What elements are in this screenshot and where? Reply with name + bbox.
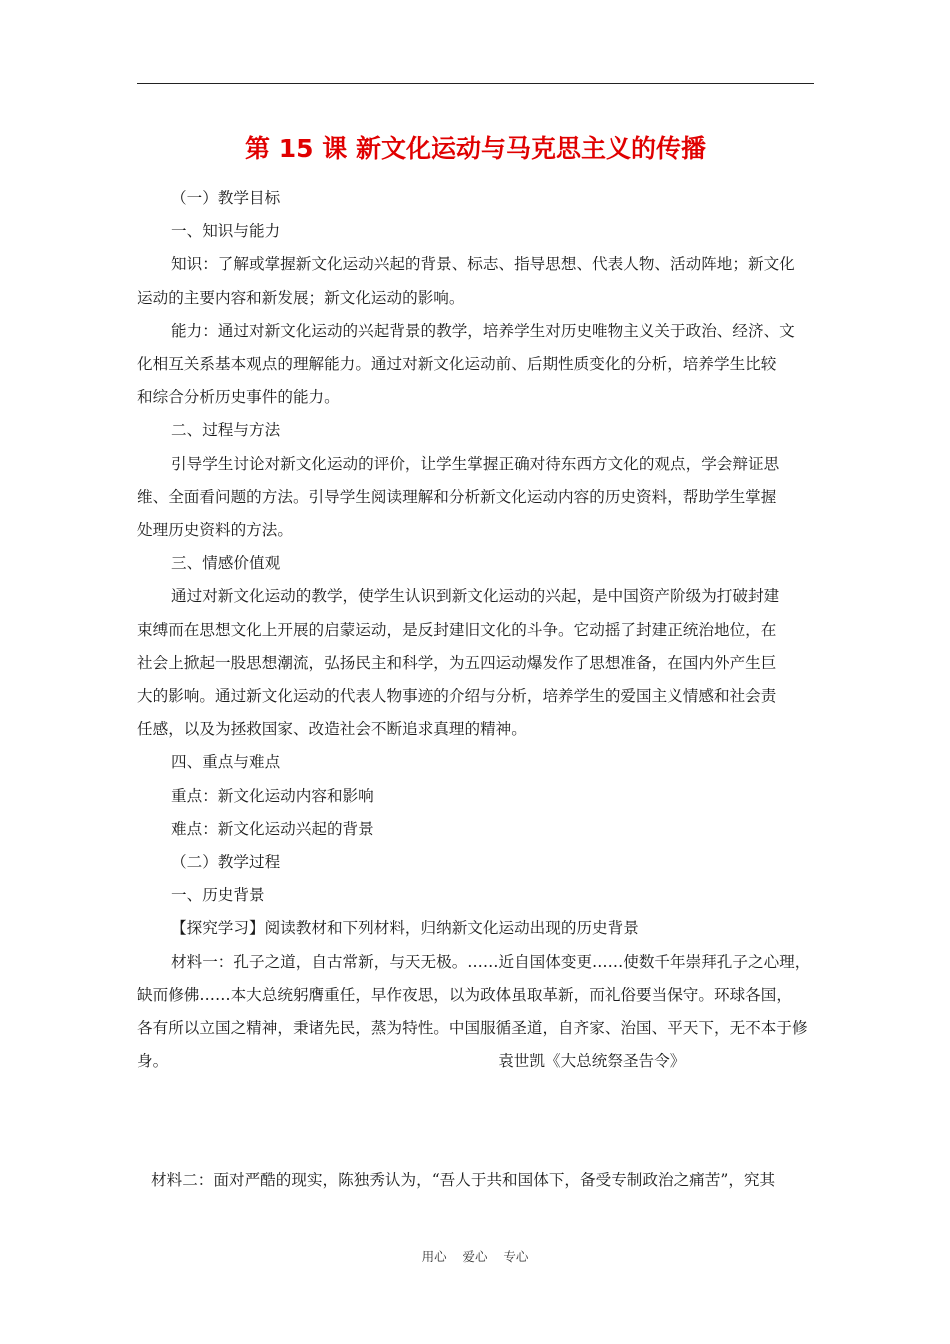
text-line: （二）教学过程 <box>171 853 281 872</box>
text-line: 材料一：孔子之道，自古常新，与天无极。……近自国体变更……使数千年崇拜孔子之心理， <box>171 952 811 971</box>
text-line: （一）教学目标 <box>171 189 281 207</box>
text-line-end: 身。 <box>137 1052 169 1071</box>
text-line: 引导学生讨论对新文化运动的评价，让学生掌握正确对待东西方文化的观点，学会辩证思 <box>171 454 780 473</box>
page-title: 第 15 课 新文化运动与马克思主义的传播 <box>245 134 706 163</box>
text-line: 各有所以立国之精神，秉诸先民，蒸为特性。中国服循圣道，自齐家、治国、平天下，无不本于修 <box>137 1019 808 1038</box>
text-line: 社会上掀起一股思想潮流，弘扬民主和科学，为五四运动爆发作了思想准备，在国内外产生巨 <box>137 653 777 672</box>
text-line: 处理历史资料的方法。 <box>137 521 293 540</box>
text-line: 任感，以及为拯救国家、改造社会不断追求真理的精神。 <box>137 720 527 739</box>
material-two-line: 材料二：面对严酷的现实，陈独秀认为，“吾人于共和国体下，备受专制政治之痛苦”，究其 <box>151 1171 776 1189</box>
document-body <box>137 182 817 1078</box>
text-line: 束缚而在思想文化上开展的启蒙运动，是反封建旧文化的斗争。它动摇了封建正统治地位，在 <box>137 620 777 639</box>
text-line: 化相互关系基本观点的理解能力。通过对新文化运动前、后期性质变化的分析，培养学生比较 <box>137 355 777 374</box>
text-line: 一、历史背景 <box>171 886 265 905</box>
text-line: 知识：了解或掌握新文化运动兴起的背景、标志、指导思想、代表人物、活动阵地；新文化 <box>171 255 795 274</box>
quote-source: 袁世凯《大总统祭圣告令》 <box>498 1052 686 1071</box>
text-line: 四、重点与难点 <box>171 753 281 772</box>
text-line: 一、知识与能力 <box>171 222 281 241</box>
header-rule <box>137 83 814 84</box>
text-line: 维、全面看问题的方法。引导学生阅读理解和分析新文化运动内容的历史资料，帮助学生掌握 <box>137 487 777 506</box>
text-line-with-source <box>137 1045 817 1078</box>
text-line: 和综合分析历史事件的能力。 <box>137 388 340 407</box>
text-line: 通过对新文化运动的教学，使学生认识到新文化运动的兴起，是中国资产阶级为打破封建 <box>171 587 780 606</box>
text-line: 三、情感价值观 <box>171 554 281 573</box>
text-line: 【探究学习】阅读教材和下列材料，归纳新文化运动出现的历史背景 <box>171 919 639 938</box>
text-line: 运动的主要内容和新发展；新文化运动的影响。 <box>137 288 465 307</box>
text-line: 能力：通过对新文化运动的兴起背景的教学，培养学生对历史唯物主义关于政治、经济、文 <box>171 321 795 340</box>
text-line: 重点：新文化运动内容和影响 <box>171 786 374 805</box>
text-line: 二、过程与方法 <box>171 421 281 440</box>
text-line: 缺而修佛……本大总统躬膺重任，早作夜思，以为政体虽取革新，而礼俗要当保守。环球各国， <box>137 985 792 1004</box>
text-line: 难点：新文化运动兴起的背景 <box>171 819 374 838</box>
page-footer: 用心 爱心 专心 <box>421 1249 529 1264</box>
text-line: 大的影响。通过新文化运动的代表人物事迹的介绍与分析，培养学生的爱国主义情感和社会责 <box>137 687 777 706</box>
